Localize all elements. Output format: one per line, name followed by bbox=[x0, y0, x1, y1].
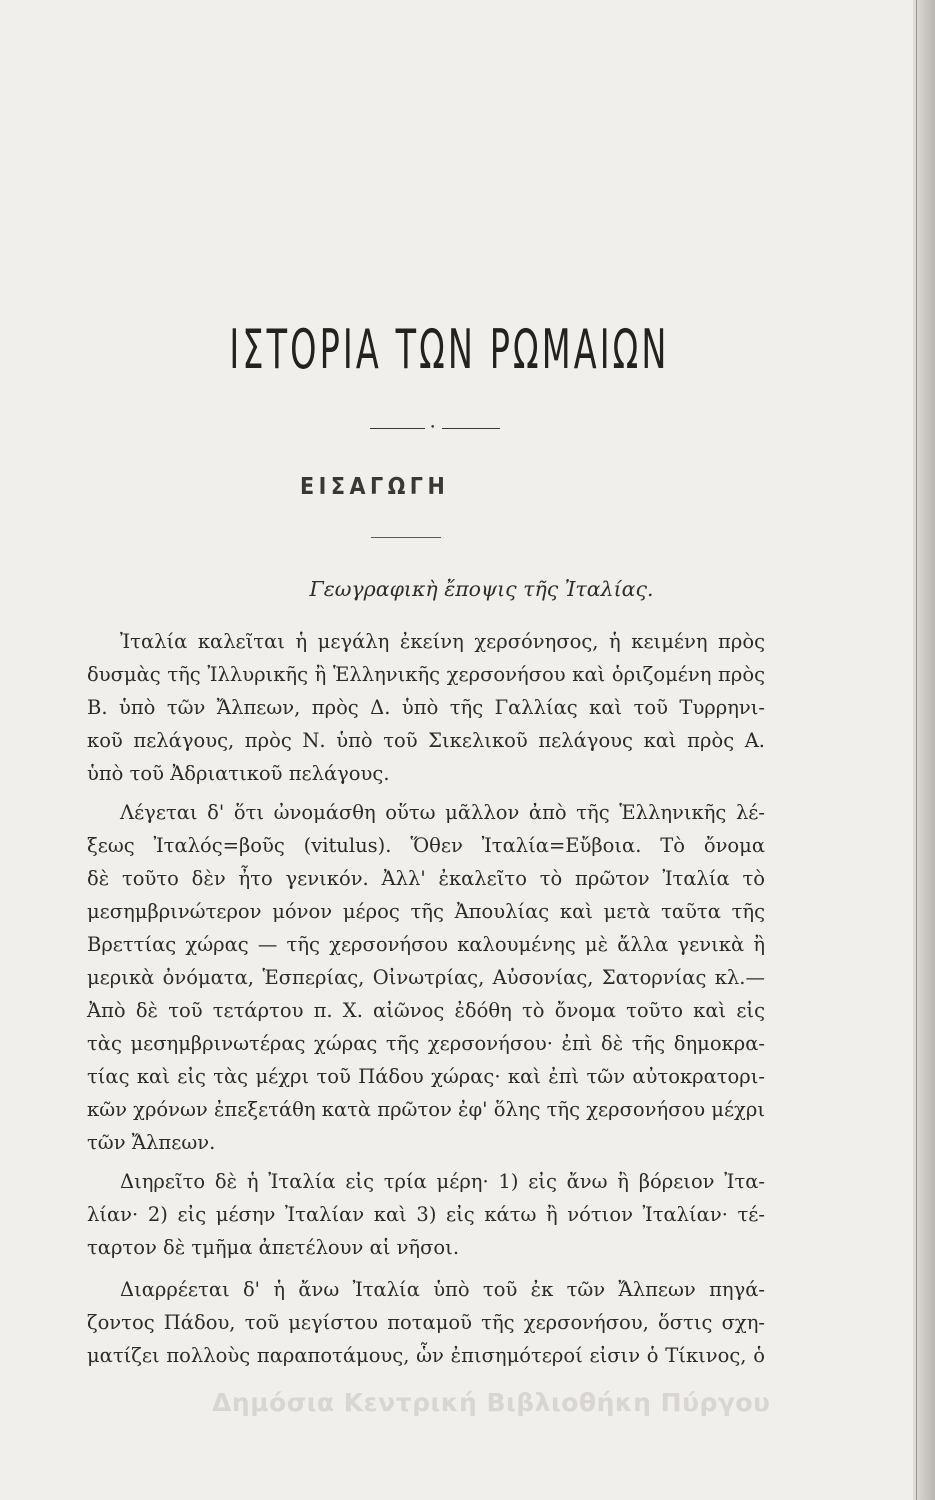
text-line: Ἀπὸ δὲ τοῦ τετάρτου π. Χ. αἰῶνος ἐδόθη τὸ ὄνομα τοῦτο καὶ εἰς bbox=[87, 999, 765, 1022]
text-line: τίας καὶ εἰς τὰς μέχρι τοῦ Πάδου χώρας· καὶ ἐπὶ τῶν αὐτοκρατορι- bbox=[87, 1065, 765, 1088]
text-line: ὑπὸ τοῦ Ἀδριατικοῦ πελάγους. bbox=[87, 762, 390, 785]
text-line: Β. ὑπὸ τῶν Ἄλπεων, πρὸς Δ. ὑπὸ τῆς Γαλλίας καὶ τοῦ Τυρρηνι- bbox=[87, 696, 765, 719]
text-line: λίαν· 2) εἰς μέσην Ἰταλίαν καὶ 3) εἰς κάτω ἢ νότιον Ἰταλίαν· τέ- bbox=[87, 1203, 765, 1226]
section-heading: ΕΙΣΑΓΩΓΗ bbox=[300, 474, 450, 500]
ornament-line-left bbox=[370, 428, 425, 429]
text-line: Διηρεῖτο δὲ ἡ Ἰταλία εἰς τρία μέρη· 1) εἰς ἄνω ἢ βόρειον Ἰτα- bbox=[120, 1170, 765, 1193]
text-line: Λέγεται δ' ὅτι ὠνομάσθη οὕτω μᾶλλον ἀπὸ τῆς Ἑλληνικῆς λέ- bbox=[120, 801, 765, 824]
text-line: ταρτον δὲ τμῆμα ἀπετέλουν αἱ νῆσοι. bbox=[87, 1236, 460, 1259]
text-line: μεσημβρινώτερον μόνον μέρος τῆς Ἀπουλίας καὶ μετὰ ταῦτα τῆς bbox=[87, 900, 765, 923]
ornament-dot: • bbox=[430, 423, 436, 433]
text-line: ματίζει πολλοὺς παραποτάμους, ὧν ἐπισημότεροί εἰσιν ὁ Τίκινος, ὁ bbox=[87, 1344, 765, 1367]
text-line: Βρεττίας χώρας — τῆς χερσονήσου καλουμένης μὲ ἄλλα γενικὰ ἢ bbox=[87, 933, 765, 956]
ornament-line-right bbox=[442, 428, 500, 429]
text-line: τῶν Ἄλπεων. bbox=[87, 1131, 216, 1154]
text-line: ξεως Ἰταλός=βοῦς (vitulus). Ὅθεν Ἰταλία=Εὔβοια. Τὸ ὄνομα bbox=[87, 834, 765, 857]
title-ornament bbox=[370, 423, 500, 433]
heading-rule bbox=[371, 537, 441, 538]
text-line: ζοντος Πάδου, τοῦ μεγίστου ποταμοῦ τῆς χερσονήσου, ὅστις σχη- bbox=[87, 1311, 765, 1334]
text-line: μερικὰ ὀνόματα, Ἑσπερίας, Οἰνωτρίας, Αὐσονίας, Σατορνίας κλ.— bbox=[87, 966, 765, 989]
text-line: Διαρρέεται δ' ἡ ἄνω Ἰταλία ὑπὸ τοῦ ἐκ τῶν Ἄλπεων πηγά- bbox=[120, 1278, 765, 1301]
page-edge-line bbox=[916, 0, 917, 1500]
text-line: τὰς μεσημβρινωτέρας χώρας τῆς χερσονήσου· ἐπὶ δὲ τῆς δημοκρα- bbox=[87, 1032, 765, 1055]
text-line: κῶν χρόνων ἐπεξετάθη κατὰ πρῶτον ἐφ' ὅλης τῆς χερσονήσου μέχρι bbox=[87, 1098, 765, 1121]
text-line: Ἰταλία καλεῖται ἡ μεγάλη ἐκείνη χερσόνησος, ἡ κειμένη πρὸς bbox=[120, 630, 765, 653]
text-line: δὲ τοῦτο δὲν ἦτο γενικόν. Ἀλλ' ἐκαλεῖτο τὸ πρῶτον Ἰταλία τὸ bbox=[87, 867, 765, 890]
library-watermark: Δημόσια Κεντρική Βιβλιοθήκη Πύργου bbox=[212, 1388, 771, 1417]
subtitle: Γεωγραφικὴ ἔποψις τῆς Ἰταλίας. bbox=[309, 577, 654, 601]
text-line: δυσμὰς τῆς Ἰλλυρικῆς ἢ Ἑλληνικῆς χερσονήσου καὶ ὁριζομένη πρὸς bbox=[87, 663, 765, 686]
text-line: κοῦ πελάγους, πρὸς Ν. ὑπὸ τοῦ Σικελικοῦ πελάγους καὶ πρὸς Α. bbox=[87, 729, 765, 752]
book-title: ΙΣΤΟΡΙΑ ΤΩΝ ΡΩΜΑΙΩΝ bbox=[229, 318, 670, 381]
